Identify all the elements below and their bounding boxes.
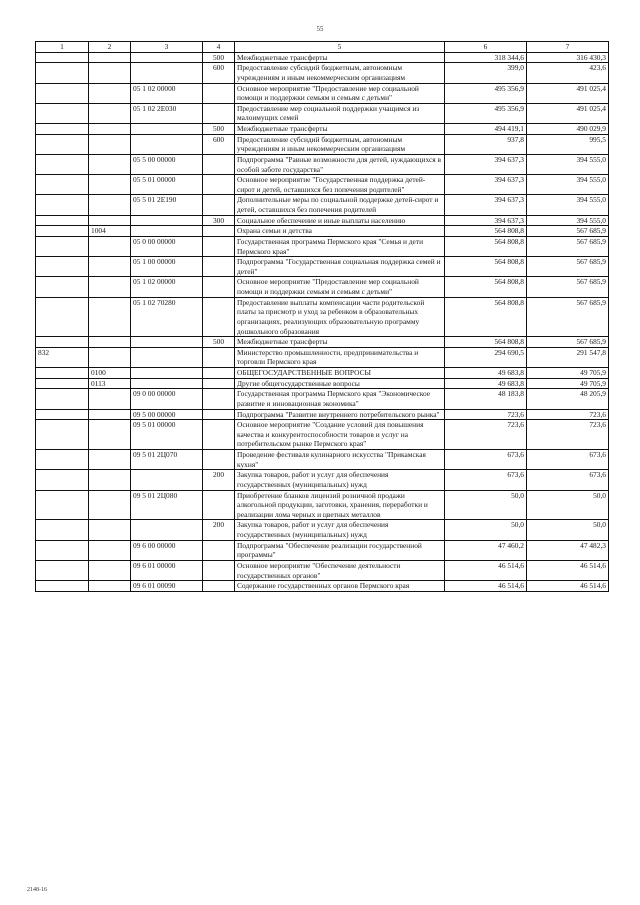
item-name: Дополнительные меры по социальной поддержке детей-сирот и детей, оставшихся без попечения родителей — [235, 195, 445, 215]
ministry-code — [36, 368, 89, 379]
item-name: Подпрограмма "Развитие внутреннего потребительского рынка" — [235, 409, 445, 420]
ministry-code — [36, 175, 89, 195]
ministry-code — [36, 52, 89, 63]
item-name: Закупка товаров, работ и услуг для обеспечения государственных (муниципальных) нужд — [235, 470, 445, 490]
amount-year-1: 399,0 — [445, 63, 527, 83]
ministry-code — [36, 83, 89, 103]
target-article — [131, 520, 203, 540]
section-code — [89, 257, 131, 277]
table-row — [36, 347, 609, 367]
amount-year-1: 394 637,3 — [445, 154, 527, 174]
target-article — [131, 124, 203, 135]
target-article: 05 1 02 2Е030 — [131, 103, 203, 123]
table-row — [36, 470, 609, 490]
target-article: 09 5 00 00000 — [131, 409, 203, 420]
section-code: 1004 — [89, 226, 131, 237]
section-code — [89, 195, 131, 215]
amount-year-1: 49 683,8 — [445, 368, 527, 379]
ministry-code — [36, 277, 89, 297]
target-article — [131, 470, 203, 490]
table-row — [36, 378, 609, 389]
section-code — [89, 347, 131, 367]
target-article — [131, 337, 203, 348]
header-col-5: 5 — [235, 42, 445, 53]
amount-year-2: 567 685,9 — [527, 337, 609, 348]
item-name: Охрана семьи и детства — [235, 226, 445, 237]
section-code — [89, 236, 131, 256]
ministry-code — [36, 195, 89, 215]
amount-year-1: 723,6 — [445, 409, 527, 420]
amount-year-1: 318 344,6 — [445, 52, 527, 63]
section-code — [89, 520, 131, 540]
target-article: 09 6 01 00090 — [131, 581, 203, 592]
item-name: Государственная программа Пермского края "Экономическое развитие и инновационная экономика" — [235, 389, 445, 409]
ministry-code: 832 — [36, 347, 89, 367]
ministry-code — [36, 520, 89, 540]
ministry-code — [36, 297, 89, 337]
table-row — [36, 103, 609, 123]
expense-type: 500 — [203, 337, 235, 348]
section-code — [89, 337, 131, 348]
item-name: Социальное обеспечение и иные выплаты населению — [235, 215, 445, 226]
item-name: Содержание государственных органов Пермского края — [235, 581, 445, 592]
expense-type — [203, 175, 235, 195]
expense-type — [203, 490, 235, 520]
amount-year-2: 394 555,0 — [527, 195, 609, 215]
amount-year-2: 567 685,9 — [527, 277, 609, 297]
section-code — [89, 560, 131, 580]
table-row — [36, 581, 609, 592]
target-article: 05 1 00 00000 — [131, 257, 203, 277]
header-col-3: 3 — [131, 42, 203, 53]
expense-type — [203, 378, 235, 389]
header-row — [36, 42, 609, 53]
amount-year-2: 46 514,6 — [527, 581, 609, 592]
ministry-code — [36, 215, 89, 226]
section-code — [89, 103, 131, 123]
amount-year-2: 491 025,4 — [527, 103, 609, 123]
ministry-code — [36, 63, 89, 83]
expense-type — [203, 368, 235, 379]
table-row — [36, 52, 609, 63]
amount-year-1: 673,6 — [445, 450, 527, 470]
amount-year-2: 491 025,4 — [527, 83, 609, 103]
table-row — [36, 540, 609, 560]
amount-year-2: 567 685,9 — [527, 236, 609, 256]
expense-type — [203, 450, 235, 470]
section-code — [89, 83, 131, 103]
expense-type — [203, 409, 235, 420]
item-name: Межбюджетные трансферты — [235, 337, 445, 348]
amount-year-1: 294 690,5 — [445, 347, 527, 367]
ministry-code — [36, 581, 89, 592]
expense-type — [203, 103, 235, 123]
table-row — [36, 337, 609, 348]
expense-type: 200 — [203, 520, 235, 540]
ministry-code — [36, 450, 89, 470]
amount-year-1: 564 808,8 — [445, 236, 527, 256]
item-name: Приобретение бланков лицензий розничной продажи алкогольной продукции, заготовки, хранения, переработки и реализации лома черных и цветных металлов — [235, 490, 445, 520]
section-code — [89, 490, 131, 520]
table-row — [36, 490, 609, 520]
ministry-code — [36, 257, 89, 277]
ministry-code — [36, 420, 89, 450]
table-row — [36, 297, 609, 337]
document-code: 2148-16 — [27, 887, 47, 893]
section-code — [89, 63, 131, 83]
amount-year-2: 48 205,9 — [527, 389, 609, 409]
section-code — [89, 297, 131, 337]
table-row — [36, 368, 609, 379]
page-number: 55 — [316, 25, 324, 33]
ministry-code — [36, 540, 89, 560]
section-code — [89, 52, 131, 63]
ministry-code — [36, 124, 89, 135]
amount-year-2: 50,0 — [527, 520, 609, 540]
target-article: 05 1 02 00000 — [131, 83, 203, 103]
amount-year-1: 937,8 — [445, 134, 527, 154]
table-row — [36, 560, 609, 580]
target-article — [131, 368, 203, 379]
target-article: 09 5 01 2Ц080 — [131, 490, 203, 520]
item-name: Предоставление субсидий бюджетным, автономным учреждениям и иным некоммерческим организациям — [235, 134, 445, 154]
item-name: Основное мероприятие "Предоставление мер социальной помощи и поддержки семьям и семьям с детьми" — [235, 277, 445, 297]
table-row — [36, 175, 609, 195]
amount-year-2: 567 685,9 — [527, 257, 609, 277]
item-name: Основное мероприятие "Предоставление мер социальной помощи и поддержки семьям и семьям с детьми" — [235, 83, 445, 103]
amount-year-1: 50,0 — [445, 490, 527, 520]
target-article: 05 1 02 70280 — [131, 297, 203, 337]
target-article: 05 5 01 2Е190 — [131, 195, 203, 215]
expense-type: 500 — [203, 52, 235, 63]
expense-type — [203, 540, 235, 560]
amount-year-2: 49 705,9 — [527, 378, 609, 389]
item-name: Предоставление выплаты компенсации части родительской платы за присмотр и уход за ребенком в образовательных организациях, реализующих образовательную программу дошкольного образования — [235, 297, 445, 337]
item-name: Подпрограмма "Равные возможности для детей, нуждающихся в особой заботе государства" — [235, 154, 445, 174]
amount-year-2: 673,6 — [527, 470, 609, 490]
target-article — [131, 215, 203, 226]
item-name: Проведение фестиваля кулинарного искусства "Прикамская кухня" — [235, 450, 445, 470]
expense-type — [203, 297, 235, 337]
table-row — [36, 450, 609, 470]
ministry-code — [36, 470, 89, 490]
section-code — [89, 450, 131, 470]
expense-type — [203, 154, 235, 174]
expense-type: 200 — [203, 470, 235, 490]
target-article: 09 6 01 00000 — [131, 560, 203, 580]
item-name: Основное мероприятие "Государственная поддержка детей-сирот и детей, оставшихся без попечения родителей" — [235, 175, 445, 195]
expense-type — [203, 226, 235, 237]
amount-year-1: 47 460,2 — [445, 540, 527, 560]
ministry-code — [36, 389, 89, 409]
target-article: 09 6 00 00000 — [131, 540, 203, 560]
table-row — [36, 409, 609, 420]
item-name: Подпрограмма "Государственная социальная поддержка семей и детей" — [235, 257, 445, 277]
amount-year-2: 47 482,3 — [527, 540, 609, 560]
item-name: Межбюджетные трансферты — [235, 52, 445, 63]
target-article: 09 5 01 00000 — [131, 420, 203, 450]
expense-type — [203, 236, 235, 256]
header-col-7: 7 — [527, 42, 609, 53]
amount-year-2: 723,6 — [527, 409, 609, 420]
target-article — [131, 63, 203, 83]
expense-type: 600 — [203, 63, 235, 83]
item-name: Основное мероприятие "Создание условий для повышения качества и конкурентоспособности товаров и услуг на потребительском рынке Пермского края" — [235, 420, 445, 450]
item-name: ОБЩЕГОСУДАРСТВЕННЫЕ ВОПРОСЫ — [235, 368, 445, 379]
ministry-code — [36, 337, 89, 348]
amount-year-2: 394 555,0 — [527, 154, 609, 174]
ministry-code — [36, 226, 89, 237]
section-code — [89, 470, 131, 490]
target-article: 05 1 02 00000 — [131, 277, 203, 297]
expense-type — [203, 560, 235, 580]
amount-year-1: 495 356,9 — [445, 103, 527, 123]
section-code — [89, 134, 131, 154]
expense-type — [203, 83, 235, 103]
target-article: 09 5 01 2Ц070 — [131, 450, 203, 470]
amount-year-2: 49 705,9 — [527, 368, 609, 379]
amount-year-2: 995,5 — [527, 134, 609, 154]
ministry-code — [36, 236, 89, 256]
section-code — [89, 581, 131, 592]
amount-year-1: 394 637,3 — [445, 215, 527, 226]
target-article: 09 0 00 00000 — [131, 389, 203, 409]
amount-year-1: 46 514,6 — [445, 560, 527, 580]
table-row — [36, 277, 609, 297]
amount-year-1: 50,0 — [445, 520, 527, 540]
header-col-1: 1 — [36, 42, 89, 53]
amount-year-2: 490 029,9 — [527, 124, 609, 135]
amount-year-2: 423,6 — [527, 63, 609, 83]
item-name: Закупка товаров, работ и услуг для обеспечения государственных (муниципальных) нужд — [235, 520, 445, 540]
table-row — [36, 134, 609, 154]
expense-type — [203, 257, 235, 277]
header-col-6: 6 — [445, 42, 527, 53]
item-name: Государственная программа Пермского края "Семья и дети Пермского края" — [235, 236, 445, 256]
amount-year-1: 495 356,9 — [445, 83, 527, 103]
item-name: Подпрограмма "Обеспечение реализации государственной программы" — [235, 540, 445, 560]
section-code — [89, 540, 131, 560]
section-code — [89, 124, 131, 135]
expense-type — [203, 277, 235, 297]
table-row — [36, 195, 609, 215]
section-code — [89, 175, 131, 195]
section-code — [89, 389, 131, 409]
amount-year-2: 291 547,8 — [527, 347, 609, 367]
item-name: Предоставление мер социальной поддержки учащимся из малоимущих семей — [235, 103, 445, 123]
amount-year-1: 564 808,8 — [445, 297, 527, 337]
amount-year-1: 564 808,8 — [445, 337, 527, 348]
section-code — [89, 420, 131, 450]
amount-year-1: 564 808,8 — [445, 277, 527, 297]
expense-type: 500 — [203, 124, 235, 135]
item-name: Основное мероприятие "Обеспечение деятельности государственных органов" — [235, 560, 445, 580]
table-row — [36, 215, 609, 226]
item-name: Предоставление субсидий бюджетным, автономным учреждениям и иным некоммерческим организациям — [235, 63, 445, 83]
section-code — [89, 154, 131, 174]
amount-year-1: 564 808,8 — [445, 226, 527, 237]
table-row — [36, 226, 609, 237]
amount-year-1: 673,6 — [445, 470, 527, 490]
ministry-code — [36, 378, 89, 389]
amount-year-2: 46 514,6 — [527, 560, 609, 580]
target-article — [131, 52, 203, 63]
amount-year-1: 723,6 — [445, 420, 527, 450]
budget-table-body — [36, 42, 609, 592]
table-row — [36, 83, 609, 103]
table-row — [36, 124, 609, 135]
table-row — [36, 154, 609, 174]
target-article — [131, 226, 203, 237]
expense-type — [203, 420, 235, 450]
amount-year-2: 567 685,9 — [527, 226, 609, 237]
ministry-code — [36, 490, 89, 520]
amount-year-1: 49 683,8 — [445, 378, 527, 389]
target-article — [131, 134, 203, 154]
table-row — [36, 236, 609, 256]
target-article: 05 5 00 00000 — [131, 154, 203, 174]
target-article: 05 0 00 00000 — [131, 236, 203, 256]
table-row — [36, 520, 609, 540]
table-row — [36, 257, 609, 277]
amount-year-2: 394 555,0 — [527, 215, 609, 226]
target-article — [131, 378, 203, 389]
budget-table — [35, 41, 609, 592]
amount-year-2: 567 685,9 — [527, 297, 609, 337]
item-name: Министерство промышленности, предпринимательства и торговли Пермского края — [235, 347, 445, 367]
amount-year-1: 394 637,3 — [445, 175, 527, 195]
section-code: 0100 — [89, 368, 131, 379]
amount-year-2: 316 430,3 — [527, 52, 609, 63]
amount-year-2: 50,0 — [527, 490, 609, 520]
item-name: Другие общегосударственные вопросы — [235, 378, 445, 389]
amount-year-1: 46 514,6 — [445, 581, 527, 592]
amount-year-1: 48 183,8 — [445, 389, 527, 409]
expense-type — [203, 581, 235, 592]
section-code — [89, 277, 131, 297]
ministry-code — [36, 560, 89, 580]
table-row — [36, 420, 609, 450]
ministry-code — [36, 154, 89, 174]
expense-type — [203, 347, 235, 367]
expense-type: 300 — [203, 215, 235, 226]
amount-year-1: 494 419,1 — [445, 124, 527, 135]
ministry-code — [36, 103, 89, 123]
header-col-4: 4 — [203, 42, 235, 53]
table-row — [36, 389, 609, 409]
amount-year-1: 394 637,3 — [445, 195, 527, 215]
amount-year-2: 673,6 — [527, 450, 609, 470]
ministry-code — [36, 409, 89, 420]
expense-type — [203, 389, 235, 409]
expense-type — [203, 195, 235, 215]
section-code: 0113 — [89, 378, 131, 389]
amount-year-2: 723,6 — [527, 420, 609, 450]
table-row — [36, 63, 609, 83]
ministry-code — [36, 134, 89, 154]
amount-year-1: 564 808,8 — [445, 257, 527, 277]
amount-year-2: 394 555,0 — [527, 175, 609, 195]
header-col-2: 2 — [89, 42, 131, 53]
expense-type: 600 — [203, 134, 235, 154]
target-article — [131, 347, 203, 367]
item-name: Межбюджетные трансферты — [235, 124, 445, 135]
target-article: 05 5 01 00000 — [131, 175, 203, 195]
section-code — [89, 409, 131, 420]
section-code — [89, 215, 131, 226]
